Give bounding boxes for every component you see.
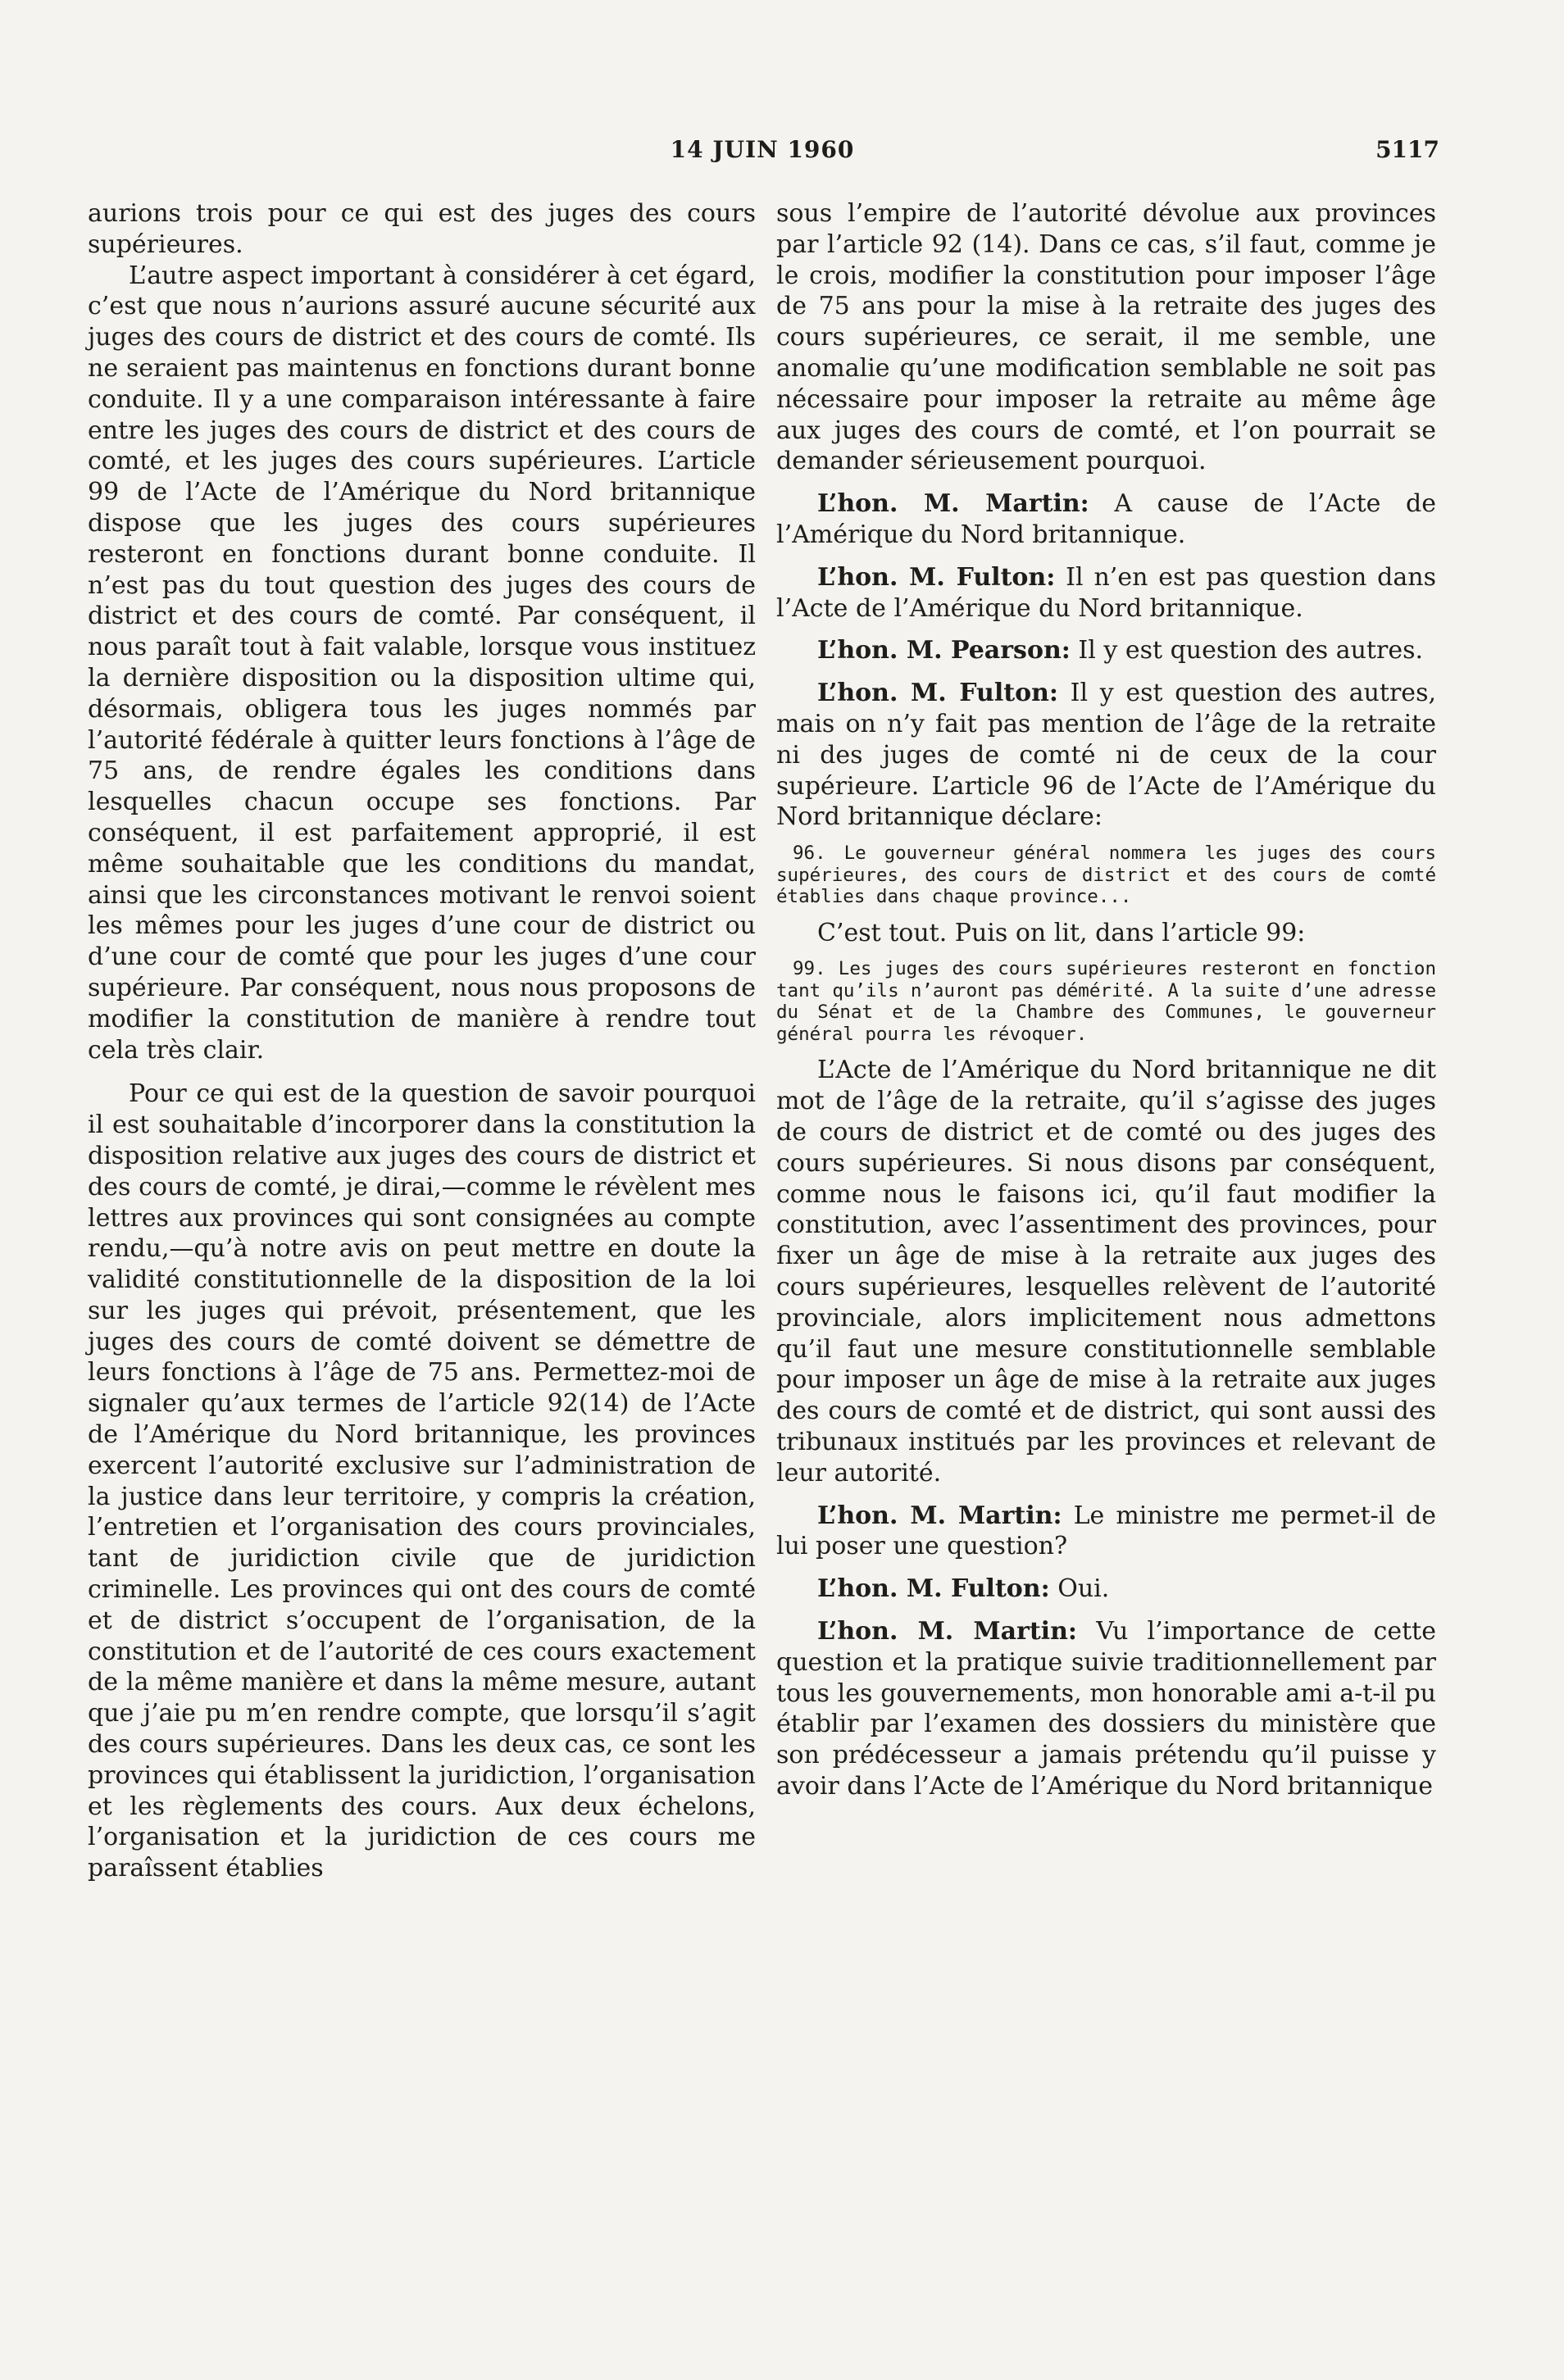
speech-text: Oui.: [1049, 1574, 1110, 1604]
speech-text: Vu l’importance de cette question et la pratique suivie traditionnellement par tous les gouvernements, mon honorable ami a-t-il pu établir par l’examen des dossiers du ministère que son prédécesseur a jamais prétendu qu’il puisse y avoir dans l’Acte de l’Amérique du Nord britannique: [776, 1616, 1436, 1801]
speech: [776, 488, 1436, 551]
speech-text: Il y est question des autres.: [1070, 636, 1424, 665]
speech: [776, 1616, 1436, 1802]
speech: [776, 1574, 1436, 1605]
speech: [776, 562, 1436, 625]
speaker-name: L’hon. M. Martin:: [817, 1616, 1077, 1646]
speech: [776, 1501, 1436, 1563]
page-number: 5117: [1375, 136, 1439, 163]
speaker-name: L’hon. M. Martin:: [817, 1501, 1062, 1530]
right-column: [776, 198, 1436, 1802]
speaker-name: L’hon. M. Fulton:: [817, 679, 1058, 708]
speech-text: A cause de l’Acte de l’Amérique du Nord britannique.: [776, 489, 1436, 549]
paragraph: sous l’empire de l’autorité dévolue aux provinces par l’article 92 (14). Dans ce cas, s’il faut, comme je le crois, modifier la constitution pour imposer l’âge de 75 ans pour la mise à la retraite des juges des cours supérieures, ce serait, il me semble, une anomalie qu’une modification semblable ne soit pas nécessaire pour imposer la retraite au même âge aux juges des cours de comté, et l’on pourrait se demander sérieusement pourquoi.: [776, 199, 1436, 476]
paragraph: Pour ce qui est de la question de savoir pourquoi il est souhaitable d’incorporer dans la constitution la disposition relative aux juges des cours de district et des cours de comté, je dirai,—comme le révèlent mes lettres aux provinces qui sont consignées au compte rendu,—qu’à notre avis on peut mettre en doute la validité constitutionnelle de la disposition de la loi sur les juges qui prévoit, présentement, que les juges des cours de comté doivent se démettre de leurs fonctions à l’âge de 75 ans. Permettez-moi de signaler qu’aux termes de l’article 92(14) de l’Acte de l’Amérique du Nord britannique, les provinces exercent l’autorité exclusive sur l’administration de la justice dans leur territoire, y compris la création, l’entretien et l’organisation des cours provinciales, tant de juridiction civile que de juridiction criminelle. Les provinces qui ont des cours de comté et de district s’occupent de l’organisation, de la constitution et de l’autorité de ces cours exactement de la même manière et dans la même mesure, autant que j’aie pu m’en rendre compte, que lorsqu’il s’agit des cours supérieures. Dans les deux cas, ce sont les provinces qui établissent la juridiction, l’organisation et les règlements des cours. Aux deux échelons, l’organisation et la juridiction de ces cours me paraîssent établies: [88, 1079, 756, 1883]
speaker-name: L’hon. M. Martin:: [817, 489, 1089, 519]
paragraph: L’autre aspect important à considérer à cet égard, c’est que nous n’aurions assuré aucune sécurité aux juges des cours de district et des cours de comté. Ils ne seraient pas maintenus en fonctions durant bonne conduite. Il y a une comparaison intéressante à faire entre les juges des cours de district et des cours de comté, et les juges des cours supérieures. L’article 99 de l’Acte de l’Amérique du Nord britannique dispose que les juges des cours supérieures resteront en fonctions durant bonne conduite. Il n’est pas du tout question des juges des cours de district et des cours de comté. Par conséquent, il nous paraît tout à fait valable, lorsque vous instituez la dernière disposition ou la disposition ultime qui, désormais, obligera tous les juges nommés par l’autorité fédérale à quitter leurs fonctions à l’âge de 75 ans, de rendre égales les conditions dans lesquelles chacun occupe ses fonctions. Par conséquent, il est parfaitement approprié, il est même souhaitable que les conditions du mandat, ainsi que les circonstances motivant le renvoi soient les mêmes pour les juges d’une cour de district ou d’une cour de comté que pour les juges d’une cour supérieure. Par conséquent, nous nous proposons de modifier la constitution de manière à rendre tout cela très clair.: [88, 261, 756, 1065]
quoted-article-99: 99. Les juges des cours supérieures resteront en fonction tant qu’ils n’auront pas démérité. A la suite d’une adresse du Sénat et de la Chambre des Communes, le gouverneur général pourra les révoquer.: [776, 958, 1436, 1045]
paragraph: aurions trois pour ce qui est des juges des cours supérieures.: [88, 199, 756, 259]
speaker-name: L’hon. M. Pearson:: [817, 636, 1071, 665]
paragraph: L’Acte de l’Amérique du Nord britannique ne dit mot de l’âge de la retraite, qu’il s’agisse des juges de cours de district et de comté ou des juges des cours supérieures. Si nous disons par conséquent, comme nous le faisons ici, qu’il faut modifier la constitution, avec l’assentiment des provinces, pour fixer un âge de mise à la retraite aux juges des cours supérieures, lesquelles relèvent de l’autorité provinciale, alors implicitement nous admettons qu’il faut une mesure constitutionnelle semblable pour imposer un âge de mise à la retraite aux juges des cours de comté et de district, qui sont aussi des tribunaux institués par les provinces et relevant de leur autorité.: [776, 1056, 1436, 1488]
speech: [776, 678, 1436, 833]
quoted-article-96: 96. Le gouverneur général nommera les juges des cours supérieures, des cours de district et des cours de comté établies dans chaque province...: [776, 843, 1436, 908]
paragraph: C’est tout. Puis on lit, dans l’article 99:: [817, 918, 1306, 947]
left-column: [88, 198, 756, 1884]
speech: [776, 635, 1436, 666]
speech-text: Il y est question des autres, mais on n’y fait pas mention de l’âge de la retraite ni des juges de comté ni de ceux de la cour supérieure. L’article 96 de l’Acte de l’Amérique du Nord britannique déclare:: [776, 679, 1436, 832]
speaker-name: L’hon. M. Fulton:: [817, 562, 1056, 592]
header-date: 14 JUIN 1960: [670, 136, 855, 163]
page-header: [85, 136, 1439, 169]
speaker-name: L’hon. M. Fulton:: [817, 1574, 1050, 1604]
speech-text: Le ministre me permet-il de lui poser une question?: [776, 1501, 1437, 1561]
speech-text: Il n’en est pas question dans l’Acte de l’Amérique du Nord britannique.: [776, 562, 1436, 623]
